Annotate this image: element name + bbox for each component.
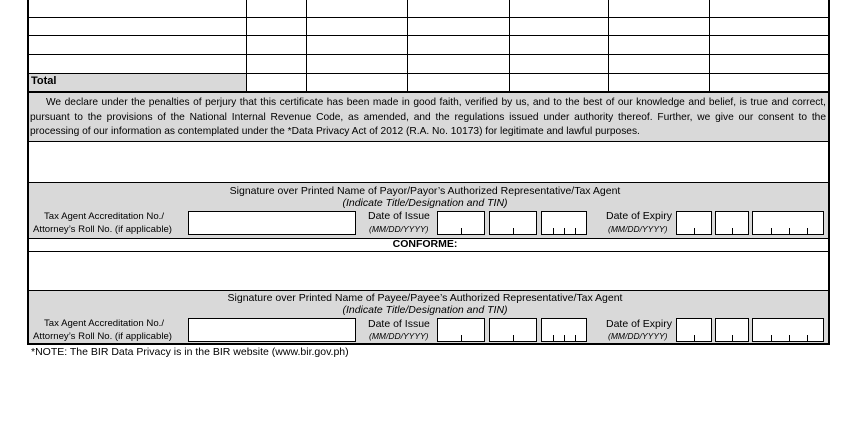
payee-expiry-month[interactable] (676, 318, 712, 342)
conforme-label: CONFORME: (392, 238, 458, 250)
payor-expiry-format: (MM/DD/YYYY) (608, 224, 668, 234)
payee-issue-year[interactable] (541, 318, 587, 342)
payee-roll-label: Attorney’s Roll No. (if applicable) (33, 331, 172, 342)
payee-expiry-day[interactable] (715, 318, 749, 342)
table-cell[interactable] (29, 36, 246, 54)
payor-signature-area[interactable] (29, 142, 828, 182)
payor-expiry-day[interactable] (715, 211, 749, 235)
payee-signature-area[interactable] (29, 252, 828, 290)
payor-issue-month[interactable] (437, 211, 485, 235)
payee-expiry-label: Date of Expiry (606, 318, 672, 330)
payee-issue-label: Date of Issue (368, 318, 430, 330)
table-cell[interactable] (29, 55, 246, 73)
total-label: Total (31, 75, 57, 87)
payee-issue-format: (MM/DD/YYYY) (369, 331, 429, 341)
payee-signature-label: Signature over Printed Name of Payee/Payee’s Authorized Representative/Tax Agent (227, 292, 623, 304)
payee-issue-month[interactable] (437, 318, 485, 342)
declaration-text: We declare under the penalties of perjury that this certificate has been made in good faith, verified by us, and to the best of our knowledge and belief, is true and correct, pursuant to the provisions of the National Internal Revenue Code, as amended, and the regulations issued under authority thereof. Further, we give our consent to the processing of our information as contemplated under the *Data Privacy Act of 2012 (R.A. No. 10173) for legitimate and lawful purposes. (30, 97, 826, 137)
privacy-note: *NOTE: The BIR Data Privacy is in the BIR website (www.bir.gov.ph) (31, 346, 349, 358)
payor-issue-day[interactable] (489, 211, 537, 235)
payee-issue-day[interactable] (489, 318, 537, 342)
payor-accreditation-label: Tax Agent Accreditation No./ (44, 211, 164, 222)
total-cell (29, 74, 246, 91)
table-cell[interactable] (29, 18, 246, 35)
payee-accreditation-label: Tax Agent Accreditation No./ (44, 318, 164, 329)
payee-expiry-format: (MM/DD/YYYY) (608, 331, 668, 341)
payor-issue-label: Date of Issue (368, 210, 430, 222)
payee-signature-sub: (Indicate Title/Designation and TIN) (342, 304, 508, 316)
payor-expiry-year[interactable] (752, 211, 824, 235)
table-cell[interactable] (29, 0, 246, 17)
payor-expiry-label: Date of Expiry (606, 210, 672, 222)
payor-roll-label: Attorney’s Roll No. (if applicable) (33, 224, 172, 235)
payor-issue-year[interactable] (541, 211, 587, 235)
payor-signature-label: Signature over Printed Name of Payor/Payor’s Authorized Representative/Tax Agent (229, 185, 621, 197)
payee-expiry-year[interactable] (752, 318, 824, 342)
payor-expiry-month[interactable] (676, 211, 712, 235)
payor-signature-sub: (Indicate Title/Designation and TIN) (342, 197, 508, 209)
payee-accreditation-input[interactable] (188, 318, 356, 342)
payor-issue-format: (MM/DD/YYYY) (369, 224, 429, 234)
payor-accreditation-input[interactable] (188, 211, 356, 235)
